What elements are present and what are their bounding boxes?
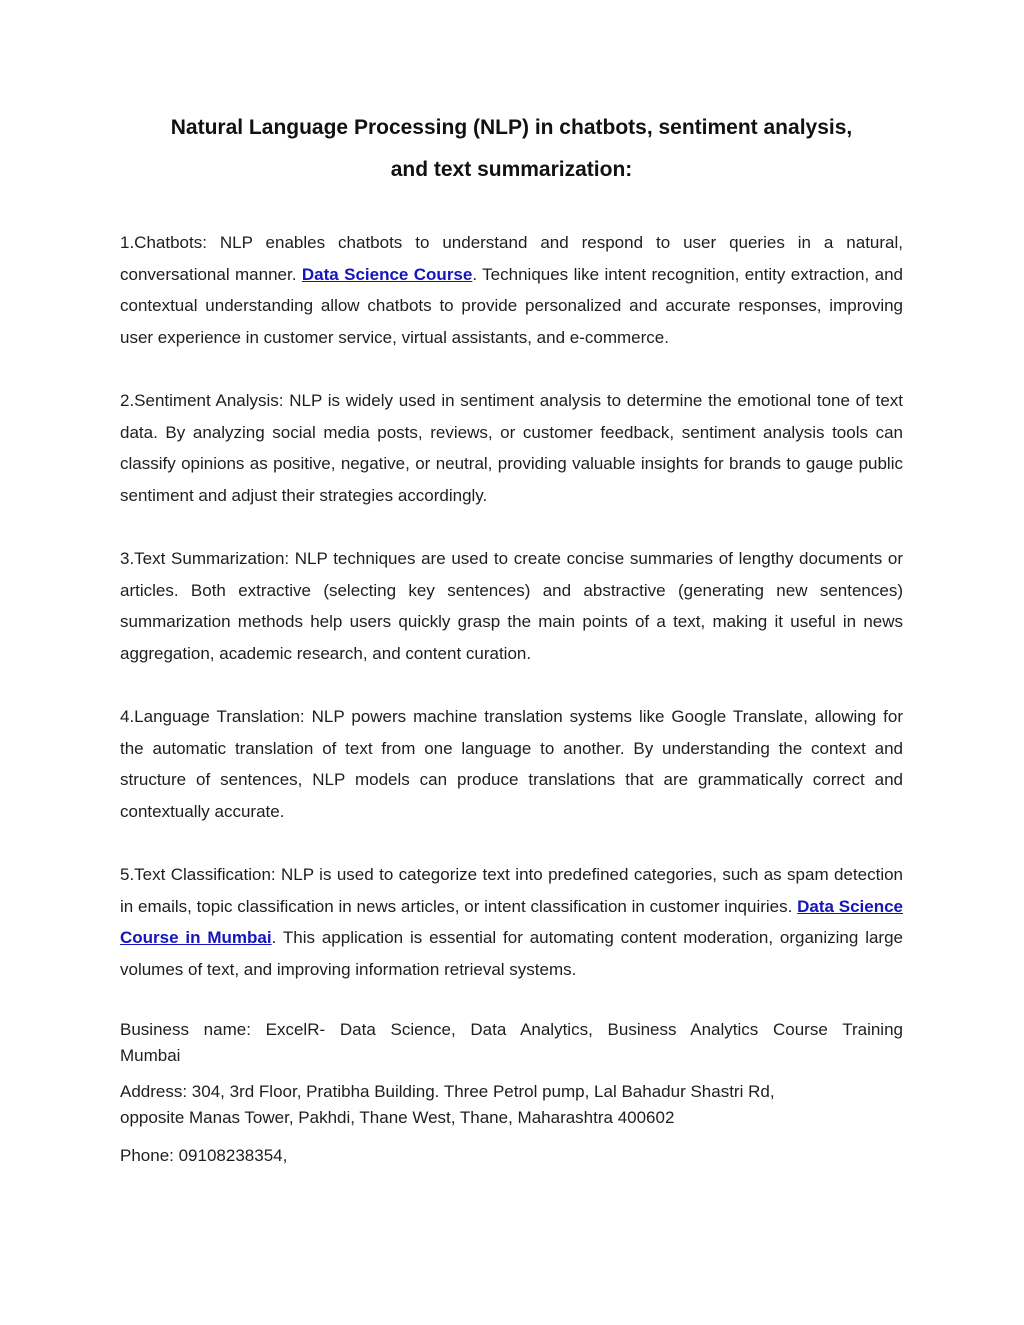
paragraph-chatbots-text-pre: 1.Chatbots: NLP enables chatbots to understand and respond to user queries in a natural, conversational manner. [120, 233, 903, 284]
paragraph-sentiment-analysis [120, 385, 903, 511]
paragraph-chatbots-text-post: . Techniques like intent recognition, entity extraction, and contextual understanding allow chatbots to provide personalized and accurate responses, improving user experience in customer service, virtual assistants, and e-commerce. [120, 264, 904, 347]
paragraph-text-summarization [120, 543, 903, 669]
page-title [120, 107, 903, 191]
paragraph-text-classification-text-pre: 5.Text Classification: NLP is used to categorize text into predefined categories, such as spam detection in emails, topic classification in news articles, or intent classification in customer inquiries. [120, 865, 903, 916]
business-phone-text: Phone: 09108238354, [120, 1146, 288, 1165]
paragraph-text-summarization-text: 3.Text Summarization: NLP techniques are used to create concise summaries of lengthy documents or articles. Both extractive (selecting key sentences) and abstractive (generating new sentences) summarization methods help users quickly grasp the main points of a text, making it useful in news aggregation, academic research, and content curation. [120, 549, 903, 663]
business-address-line1: Address: 304, 3rd Floor, Pratibha Building. Three Petrol pump, Lal Bahadur Shastri Rd, [120, 1082, 775, 1101]
page-title-line1: Natural Language Processing (NLP) in chatbots, sentiment analysis, [170, 116, 853, 139]
paragraph-sentiment-analysis-text: 2.Sentiment Analysis: NLP is widely used in sentiment analysis to determine the emotional tone of text data. By analyzing social media posts, reviews, or customer feedback, sentiment analysis tools can classify opinions as positive, negative, or neutral, providing valuable insights for brands to gauge public sentiment and adjust their strategies accordingly. [120, 391, 903, 505]
paragraph-text-classification-text-post: . This application is essential for automating content moderation, organizing large volumes of text, and improving information retrieval systems. [120, 928, 903, 979]
paragraph-language-translation-text: 4.Language Translation: NLP powers machine translation systems like Google Translate, allowing for the automatic translation of text from one language to another. By understanding the context and structure of sentences, NLP models can produce translations that are grammatically correct and contextually accurate. [120, 707, 903, 821]
data-science-course-link[interactable]: Data Science Course [301, 264, 473, 284]
contact-info [120, 1017, 903, 1169]
data-science-course-mumbai-link[interactable]: Data Science Course in Mumbai [120, 896, 903, 947]
page-title-line2: and text summarization: [390, 158, 633, 181]
business-name [120, 1017, 903, 1069]
paragraph-chatbots [120, 227, 903, 353]
business-address [120, 1079, 903, 1131]
business-name-line1: Business name: ExcelR- Data Science, Data Analytics, Business Analytics Course Training [120, 1020, 903, 1039]
business-address-line2: opposite Manas Tower, Pakhdi, Thane West, Thane, Maharashtra 400602 [120, 1108, 675, 1127]
paragraph-text-classification [120, 859, 903, 985]
business-phone [120, 1143, 903, 1169]
paragraph-language-translation [120, 701, 903, 827]
business-name-line2: Mumbai [120, 1046, 181, 1065]
